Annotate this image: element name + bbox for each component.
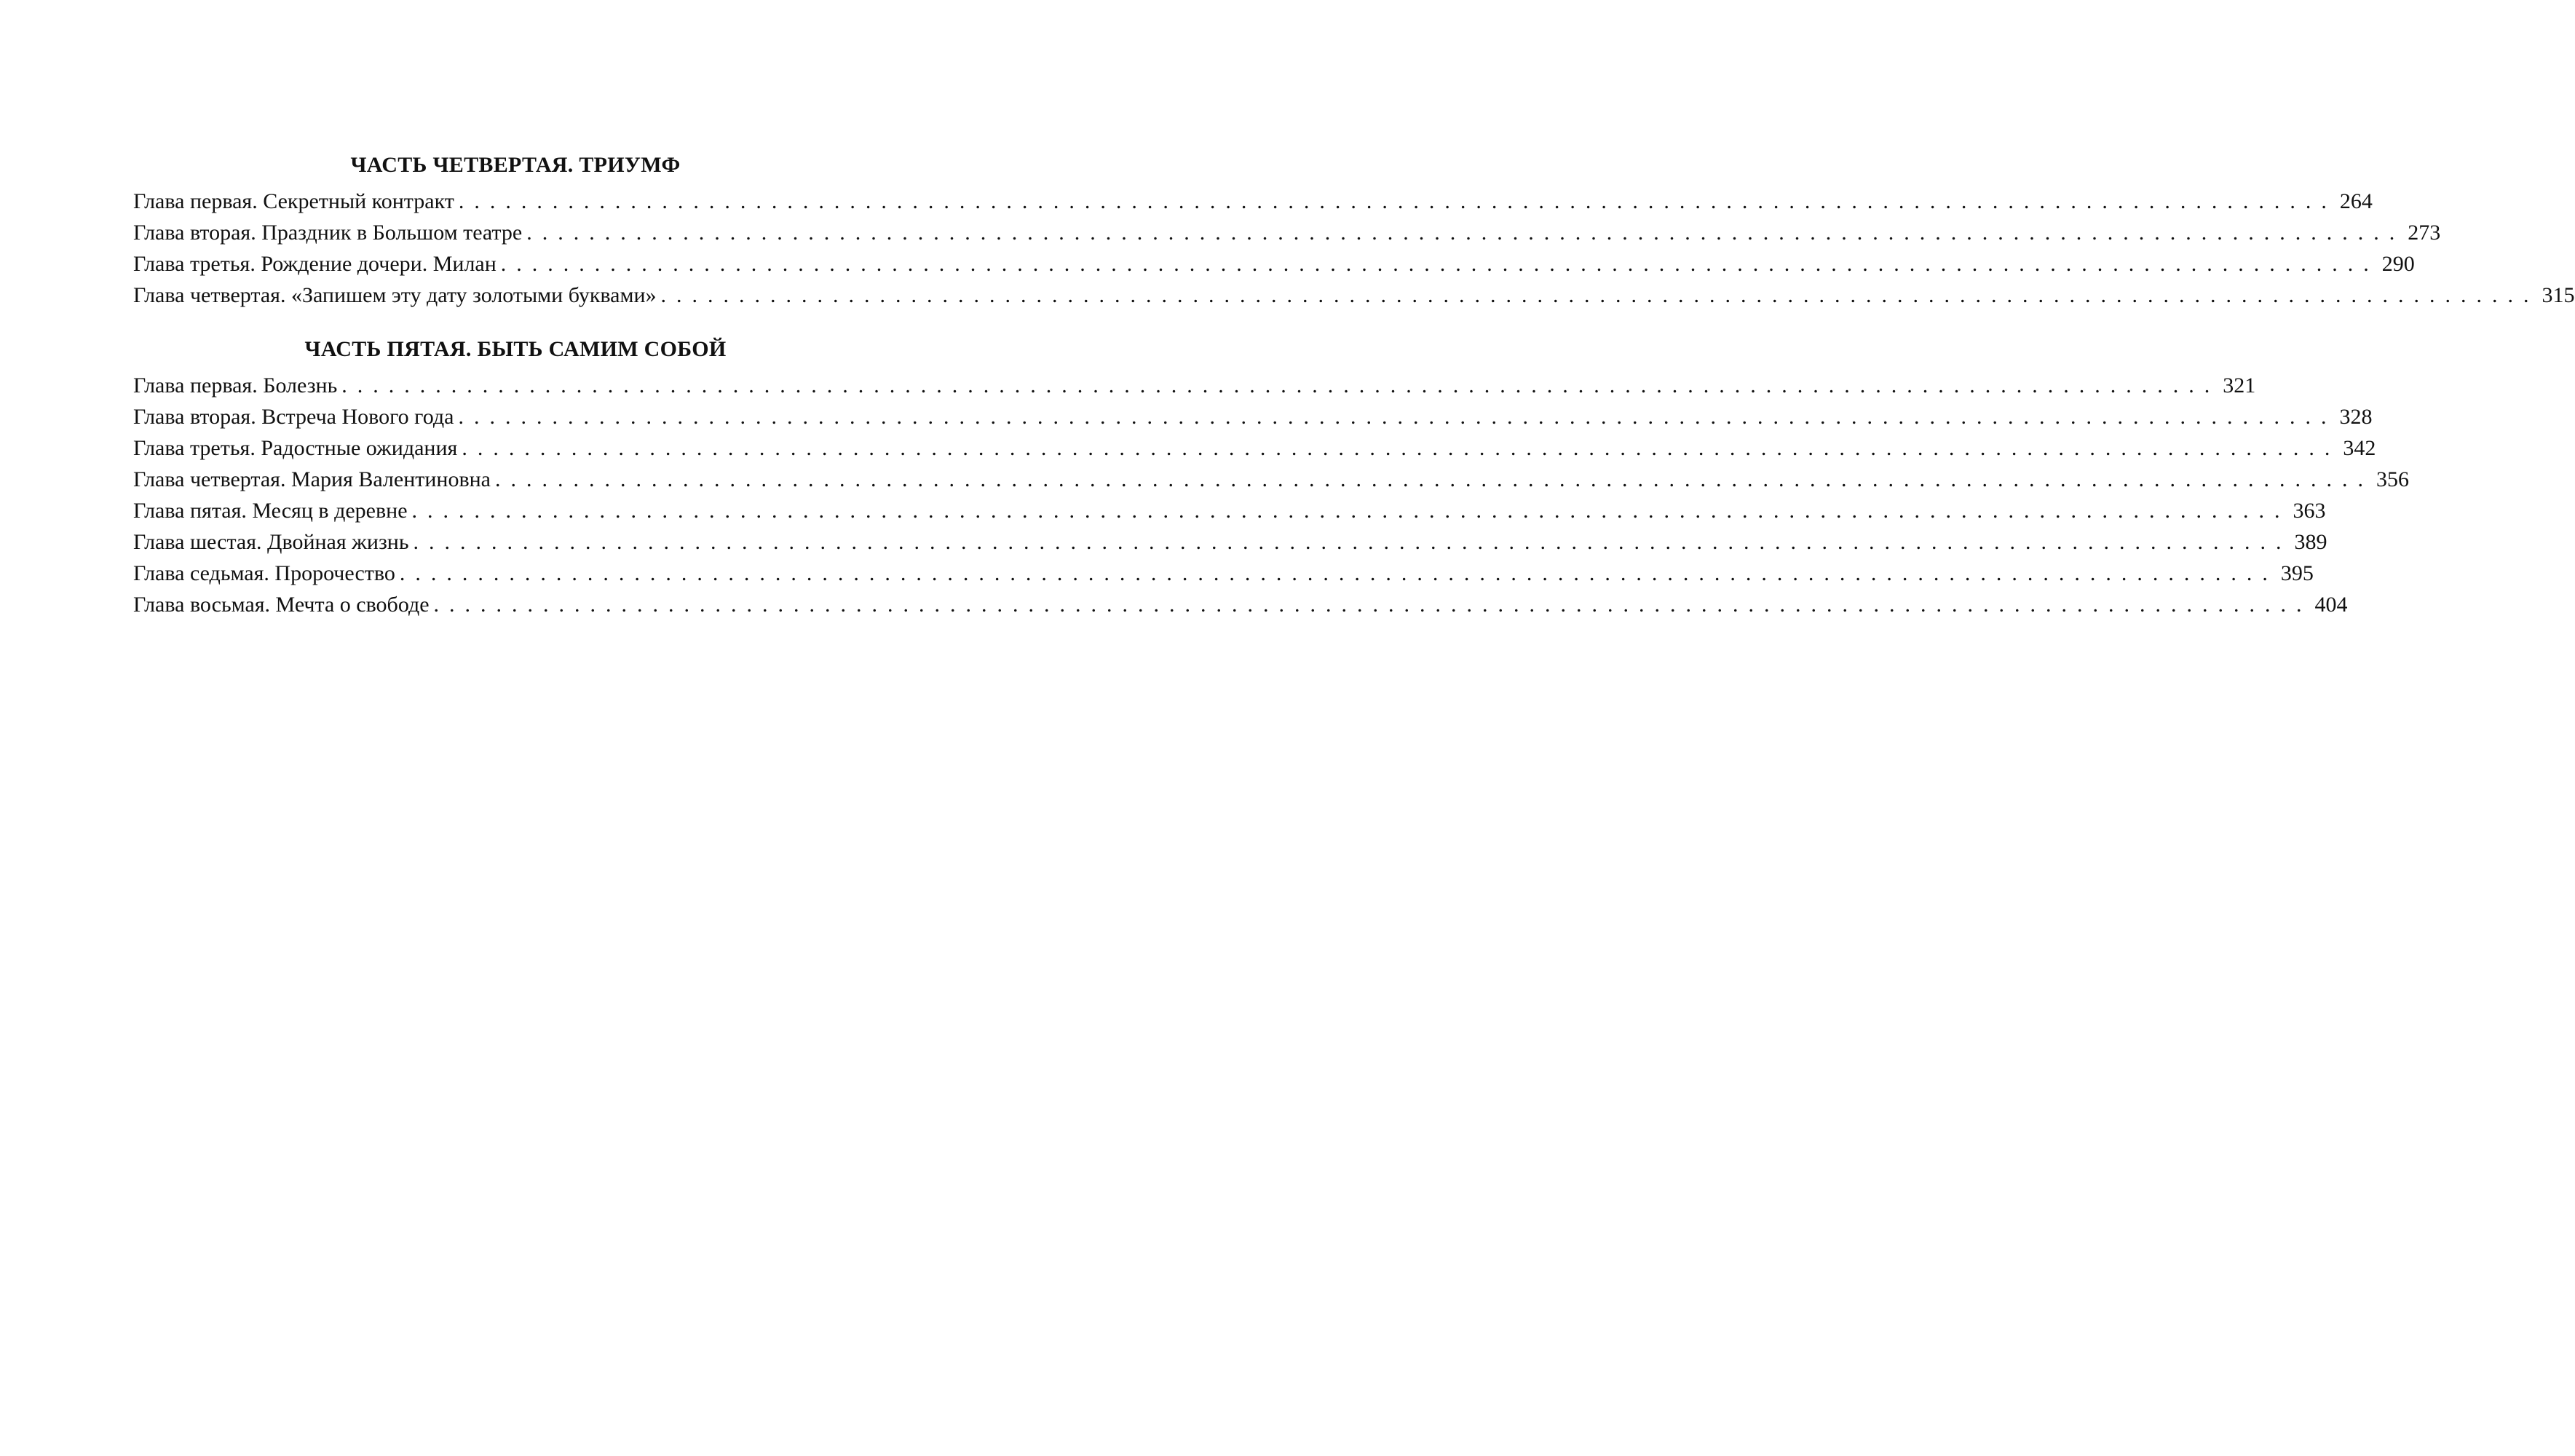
dot-leader: ........................................................................................................................ [411,499,2290,523]
toc-entry[interactable] [133,370,2256,401]
chapter-title: Глава восьмая. Мечта о свободе [133,589,434,620]
dot-leader: ........................................................................................................................ [526,221,2405,245]
chapter-title: Глава четвертая. Мария Валентиновна [133,464,495,495]
chapter-title: Глава пятая. Месяц в деревне [133,495,412,526]
page-number: 290 [2381,252,2415,276]
toc-entry[interactable] [133,589,2348,620]
dot-leader: ........................................................................................................................ [413,530,2292,554]
toc-entry[interactable] [133,432,2376,464]
dot-leader: ........................................................................................................................ [341,373,2220,397]
page-number: 315 [2542,283,2575,307]
chapter-title: Глава первая. Секретный контракт [133,186,459,217]
dot-leader: ........................................................................................................................ [495,467,2374,491]
page-number: 363 [2293,499,2326,523]
toc-entry[interactable] [133,186,2373,217]
chapter-title: Глава четвертая. «Запишем эту дату золотыми буквами» [133,280,661,311]
page-number: 395 [2280,561,2314,585]
part-title: ЧАСТЬ ЧЕТВЕРТАЯ. ТРИУМФ [350,153,681,177]
dot-leader: ........................................................................................................................ [500,252,2379,276]
dot-leader: ........................................................................................................................ [433,593,2312,617]
chapter-title: Глава третья. Радостные ожидания [133,432,462,464]
dot-leader: ........................................................................................................................ [660,283,2539,307]
dot-leader: ........................................................................................................................ [458,189,2337,213]
chapter-title: Глава третья. Рождение дочери. Милан [133,248,501,280]
toc-entry[interactable] [133,248,2415,280]
chapter-title: Глава вторая. Встреча Нового года [133,401,458,432]
page-number: 264 [2339,189,2373,213]
page-number: 273 [2408,221,2441,245]
toc-entry[interactable] [133,401,2373,432]
part-five [133,333,2410,620]
page-number: 328 [2339,405,2373,429]
chapter-title: Глава первая. Болезнь [133,370,341,401]
toc-entry[interactable] [133,464,2410,495]
chapter-title: Глава шестая. Двойная жизнь [133,526,414,558]
page-number: 321 [2223,373,2256,397]
table-of-contents [133,149,2575,620]
toc-entry[interactable] [133,495,2326,526]
page-number: 342 [2343,436,2376,460]
page-number: 404 [2314,593,2348,617]
chapter-title: Глава вторая. Праздник в Большом театре [133,217,526,248]
dot-leader: ........................................................................................................................ [399,561,2278,585]
page-number: 356 [2376,467,2410,491]
page-number: 389 [2294,530,2327,554]
dot-leader: ........................................................................................................................ [462,436,2341,460]
toc-entry[interactable] [133,280,2575,311]
dot-leader: ........................................................................................................................ [458,405,2337,429]
part-title: ЧАСТЬ ПЯТАЯ. БЫТЬ САМИМ СОБОЙ [304,337,727,361]
chapter-title: Глава седьмая. Пророчество [133,558,400,589]
toc-entry[interactable] [133,558,2314,589]
toc-entry[interactable] [133,217,2441,248]
toc-entry[interactable] [133,526,2327,558]
part-four [133,149,2575,311]
